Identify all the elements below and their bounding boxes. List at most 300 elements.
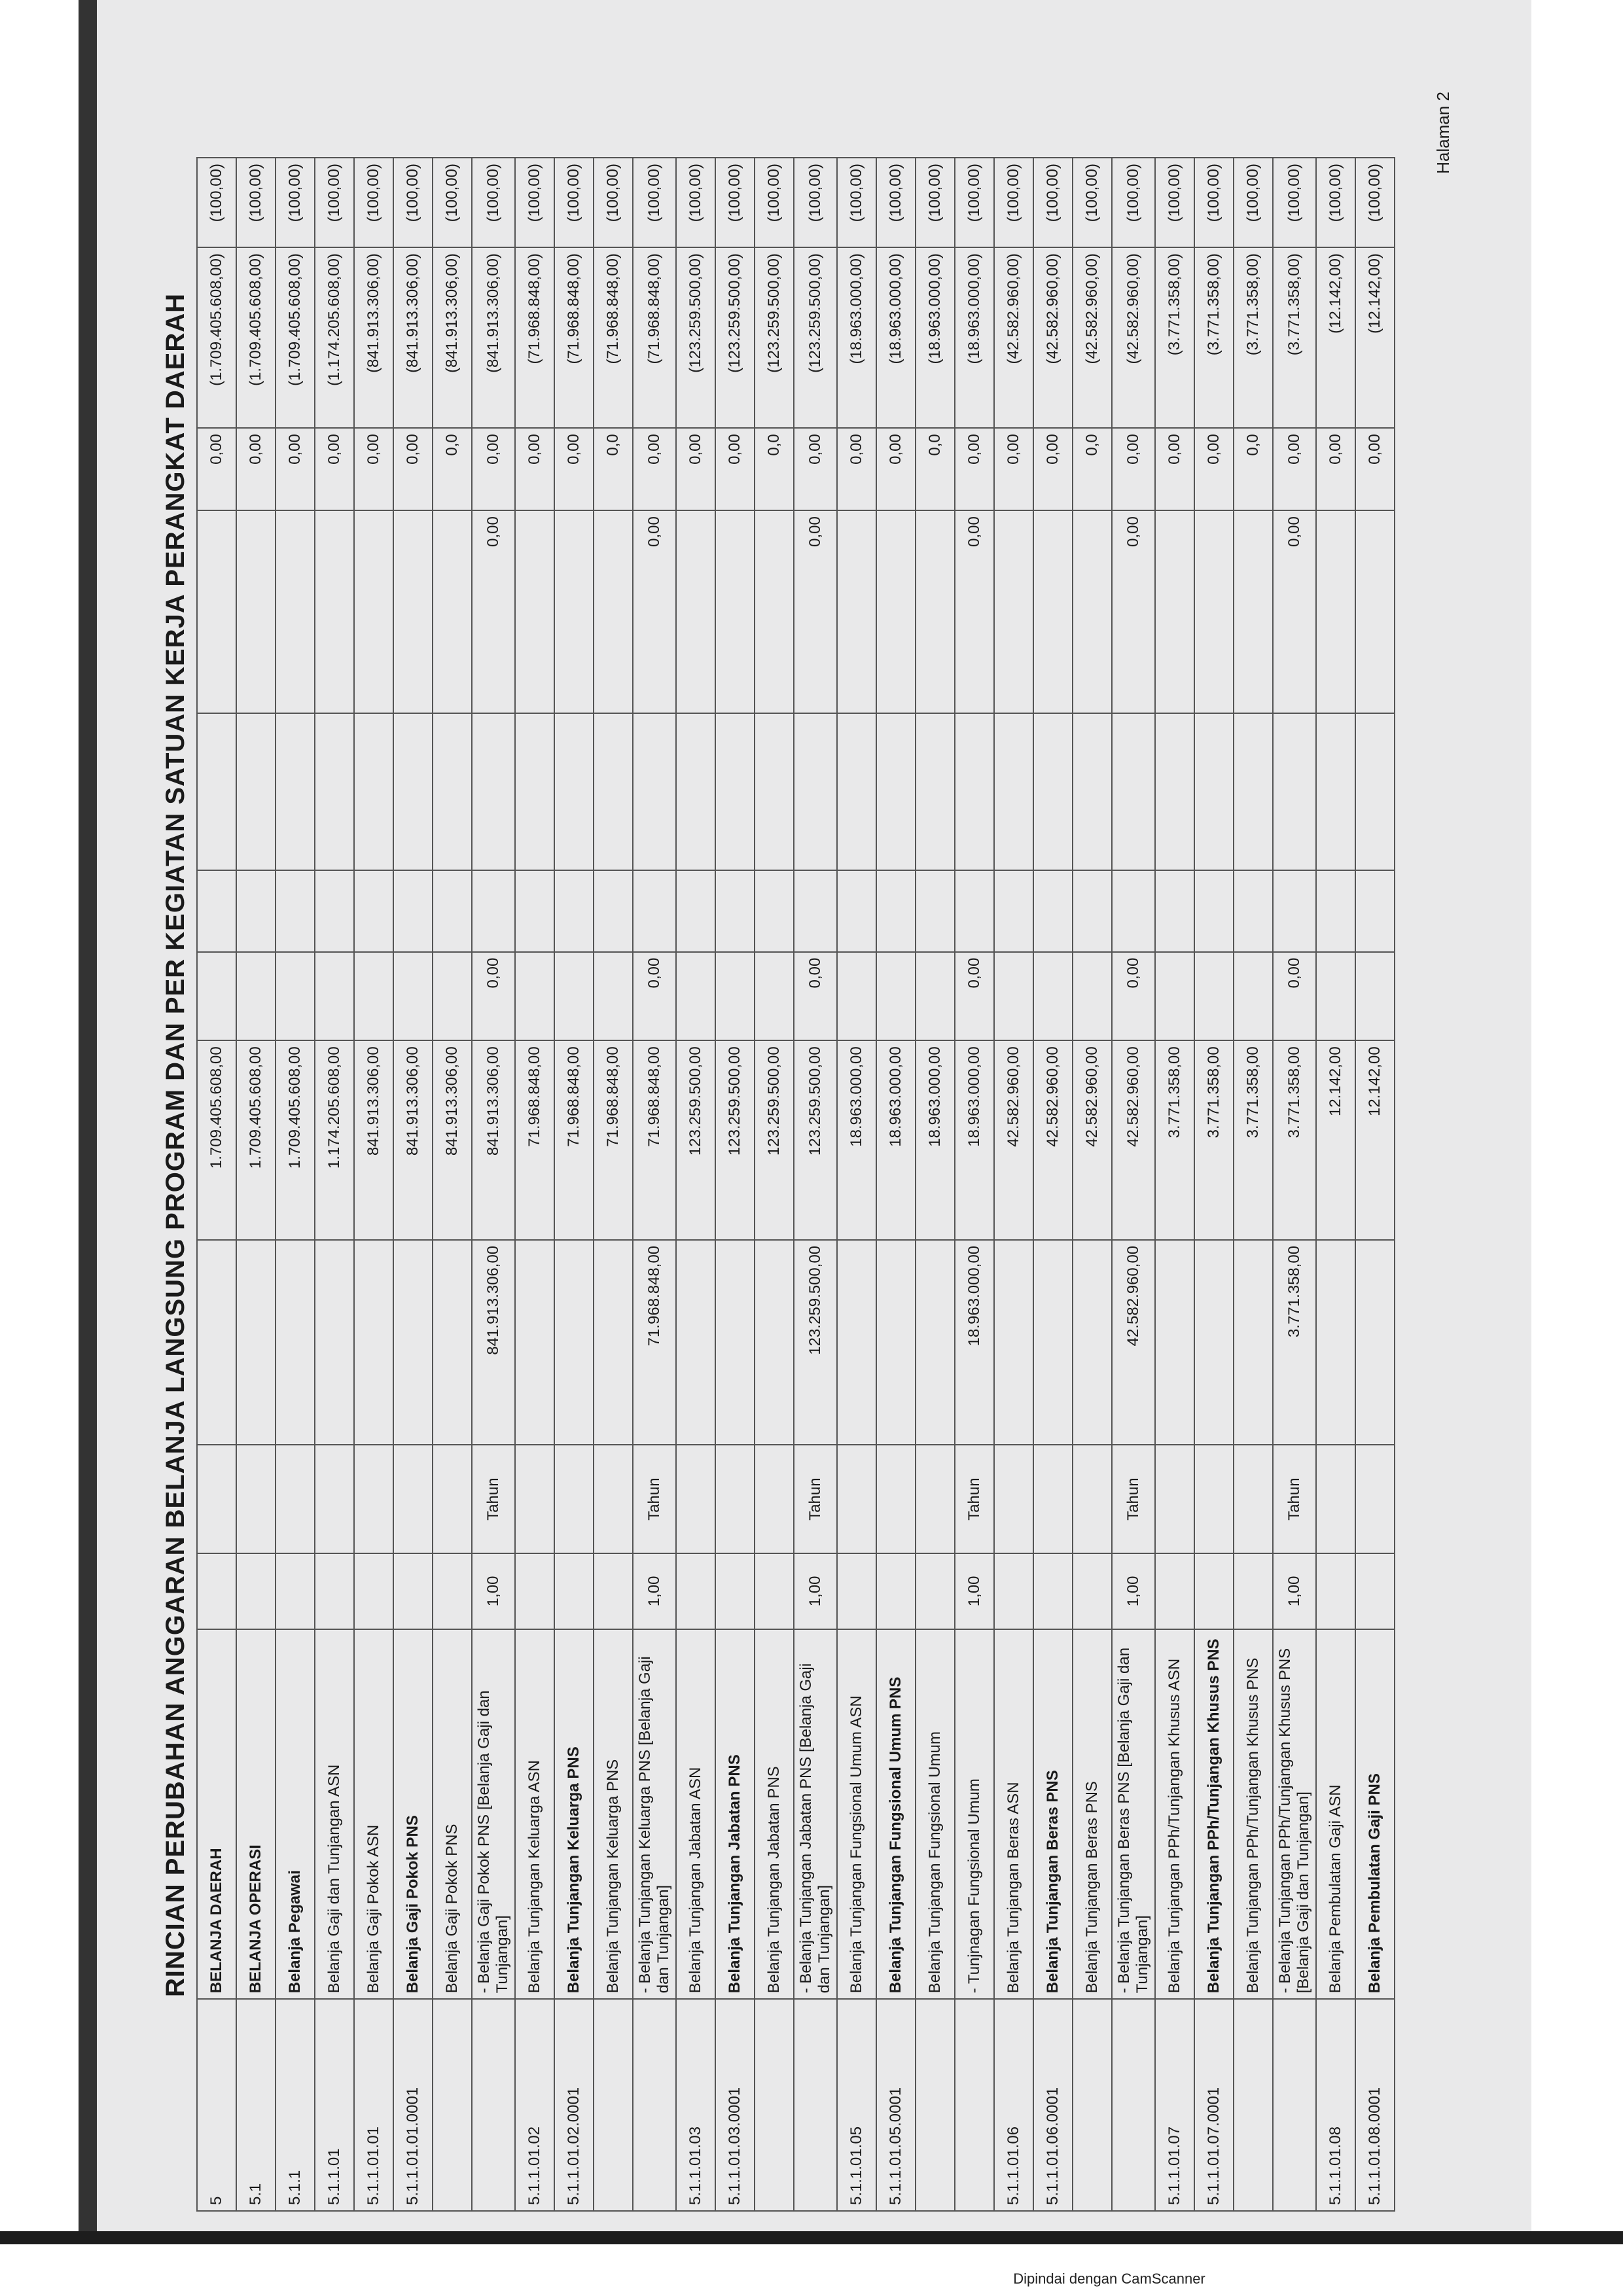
cell-satuan [1155,1445,1194,1553]
cell-uraian: Belanja Tunjangan Keluarga ASN [515,1629,554,1999]
cell-vol [354,1553,393,1629]
cell-e4 [594,510,633,713]
cell-e3 [955,713,994,870]
cell-selisih: (123.259.500,00) [715,247,755,428]
cell-vol [676,1553,715,1629]
cell-e1 [236,952,276,1041]
cell-uraian: BELANJA DAERAH [197,1629,236,1999]
cell-jumlah: 42.582.960,00 [994,1040,1033,1240]
cell-kode [1273,1999,1316,2211]
cell-jumlah: 1.709.405.608,00 [276,1040,315,1240]
cell-bertambah: 0,00 [715,428,755,510]
cell-satuan [837,1445,876,1553]
cell-e2 [1112,870,1155,951]
cell-selisih: (18.963.000,00) [955,247,994,428]
cell-selisih: (1.709.405.608,00) [197,247,236,428]
cell-e1 [393,952,433,1041]
cell-kode: 5.1 [236,1999,276,2211]
cell-satuan [715,1445,755,1553]
cell-bertambah: 0,00 [1194,428,1234,510]
cell-kode [594,1999,633,2211]
cell-e1: 0,00 [633,952,676,1041]
cell-selisih: (1.174.205.608,00) [315,247,354,428]
cell-e4: 0,00 [955,510,994,713]
cell-e3 [1073,713,1112,870]
cell-jumlah: 3.771.358,00 [1234,1040,1273,1240]
cell-e2 [393,870,433,951]
cell-vol [515,1553,554,1629]
cell-uraian: Belanja Pegawai [276,1629,315,1999]
cell-bertambah: 0,00 [472,428,515,510]
cell-e1 [315,952,354,1041]
cell-bertambah: 0,0 [594,428,633,510]
cell-e1 [676,952,715,1041]
cell-e4 [1316,510,1355,713]
cell-vol [755,1553,794,1629]
cell-e1 [276,952,315,1041]
cell-selisih: (841.913.306,00) [472,247,515,428]
cell-vol [1234,1553,1273,1629]
cell-kode: 5.1.1.01.08.0001 [1355,1999,1395,2211]
cell-bertambah: 0,00 [794,428,837,510]
cell-e3 [1355,713,1395,870]
cell-uraian: - Belanja Tunjangan Keluarga PNS [Belanja Gaji dan Tunjangan] [633,1629,676,1999]
cell-persen: (100,00) [472,158,515,247]
cell-e1: 0,00 [472,952,515,1041]
cell-persen: (100,00) [876,158,916,247]
cell-e4 [276,510,315,713]
cell-persen: (100,00) [1355,158,1395,247]
cell-satuan [1194,1445,1234,1553]
cell-uraian: BELANJA OPERASI [236,1629,276,1999]
cell-persen: (100,00) [594,158,633,247]
cell-uraian: Belanja Pembulatan Gaji PNS [1355,1629,1395,1999]
cell-vol: 1,00 [794,1553,837,1629]
cell-e4: 0,00 [794,510,837,713]
cell-selisih: (3.771.358,00) [1234,247,1273,428]
cell-satuan [433,1445,472,1553]
cell-e4: 0,00 [633,510,676,713]
cell-e4 [1033,510,1073,713]
cell-vol [1073,1553,1112,1629]
cell-persen: (100,00) [1234,158,1273,247]
page-number: Halaman 2 [1433,92,1453,174]
cell-harga [1355,1240,1395,1445]
cell-bertambah: 0,00 [515,428,554,510]
cell-bertambah: 0,00 [276,428,315,510]
cell-vol [433,1553,472,1629]
cell-kode [1234,1999,1273,2211]
table-row [433,158,472,2211]
cell-vol [994,1553,1033,1629]
cell-kode: 5.1.1.01.07.0001 [1194,1999,1234,2211]
scanner-watermark: Dipindai dengan CamScanner [1013,2270,1205,2287]
cell-e4 [1355,510,1395,713]
cell-bertambah: 0,0 [1234,428,1273,510]
cell-selisih: (42.582.960,00) [1112,247,1155,428]
cell-satuan [1073,1445,1112,1553]
cell-selisih: (71.968.848,00) [594,247,633,428]
cell-persen: (100,00) [1316,158,1355,247]
cell-selisih: (12.142,00) [1355,247,1395,428]
cell-jumlah: 3.771.358,00 [1194,1040,1234,1240]
cell-e3 [236,713,276,870]
cell-selisih: (42.582.960,00) [1033,247,1073,428]
cell-e2 [433,870,472,951]
table-row [1112,158,1155,2211]
cell-harga: 71.968.848,00 [633,1240,676,1445]
cell-kode: 5.1.1.01.03.0001 [715,1999,755,2211]
cell-harga [236,1240,276,1445]
cell-e4 [755,510,794,713]
cell-e1 [1073,952,1112,1041]
cell-e1 [715,952,755,1041]
cell-uraian: Belanja Tunjangan Keluarga PNS [594,1629,633,1999]
cell-vol: 1,00 [955,1553,994,1629]
cell-e3 [276,713,315,870]
cell-jumlah: 42.582.960,00 [1033,1040,1073,1240]
cell-e1: 0,00 [794,952,837,1041]
cell-kode: 5.1.1.01.05 [837,1999,876,2211]
cell-selisih: (3.771.358,00) [1155,247,1194,428]
cell-uraian: - Tunjnagan Fungsional Umum [955,1629,994,1999]
cell-satuan [1234,1445,1273,1553]
cell-selisih: (841.913.306,00) [433,247,472,428]
cell-vol [594,1553,633,1629]
cell-bertambah: 0,00 [554,428,594,510]
cell-e4 [433,510,472,713]
cell-e4 [236,510,276,713]
cell-e2 [1316,870,1355,951]
cell-jumlah: 3.771.358,00 [1155,1040,1194,1240]
cell-satuan [197,1445,236,1553]
cell-satuan [1355,1445,1395,1553]
cell-selisih: (1.709.405.608,00) [236,247,276,428]
cell-satuan: Tahun [955,1445,994,1553]
cell-jumlah: 841.913.306,00 [393,1040,433,1240]
table-row [1155,158,1194,2211]
cell-e3 [1033,713,1073,870]
cell-satuan: Tahun [1112,1445,1155,1553]
cell-e3 [1316,713,1355,870]
cell-e1 [433,952,472,1041]
cell-bertambah: 0,00 [1112,428,1155,510]
cell-vol: 1,00 [633,1553,676,1629]
cell-bertambah: 0,00 [236,428,276,510]
cell-harga [515,1240,554,1445]
cell-kode: 5.1.1.01.06 [994,1999,1033,2211]
cell-bertambah: 0,00 [1155,428,1194,510]
cell-vol: 1,00 [1112,1553,1155,1629]
cell-jumlah: 12.142,00 [1316,1040,1355,1240]
cell-bertambah: 0,00 [1316,428,1355,510]
cell-harga [1194,1240,1234,1445]
cell-satuan: Tahun [794,1445,837,1553]
cell-persen: (100,00) [554,158,594,247]
cell-e4 [197,510,236,713]
cell-e2 [676,870,715,951]
cell-e4 [715,510,755,713]
cell-harga [1073,1240,1112,1445]
cell-bertambah: 0,00 [354,428,393,510]
cell-harga: 3.771.358,00 [1273,1240,1316,1445]
cell-persen: (100,00) [955,158,994,247]
cell-bertambah: 0,00 [633,428,676,510]
cell-jumlah: 12.142,00 [1355,1040,1395,1240]
table-row [1234,158,1273,2211]
cell-e4 [393,510,433,713]
cell-e2 [1273,870,1316,951]
cell-vol: 1,00 [472,1553,515,1629]
cell-e3 [876,713,916,870]
cell-persen: (100,00) [1112,158,1155,247]
cell-e1 [1316,952,1355,1041]
cell-jumlah: 18.963.000,00 [837,1040,876,1240]
cell-uraian: Belanja Gaji Pokok ASN [354,1629,393,1999]
cell-persen: (100,00) [916,158,955,247]
cell-e1 [554,952,594,1041]
cell-selisih: (18.963.000,00) [837,247,876,428]
cell-e1 [197,952,236,1041]
cell-e3 [794,713,837,870]
cell-e3 [515,713,554,870]
table-row [354,158,393,2211]
cell-satuan: Tahun [472,1445,515,1553]
cell-vol [1155,1553,1194,1629]
cell-e2 [794,870,837,951]
cell-selisih: (71.968.848,00) [554,247,594,428]
cell-e2 [197,870,236,951]
cell-uraian: Belanja Tunjangan Fungsional Umum PNS [876,1629,916,1999]
cell-e3 [594,713,633,870]
cell-persen: (100,00) [1155,158,1194,247]
table-row [676,158,715,2211]
cell-satuan [276,1445,315,1553]
cell-e3 [315,713,354,870]
cell-e3 [197,713,236,870]
cell-jumlah: 71.968.848,00 [554,1040,594,1240]
cell-vol [1033,1553,1073,1629]
cell-e4 [676,510,715,713]
cell-e1 [1033,952,1073,1041]
cell-e2 [837,870,876,951]
cell-e2 [1073,870,1112,951]
cell-satuan [554,1445,594,1553]
cell-e1 [1234,952,1273,1041]
cell-kode: 5.1.1 [276,1999,315,2211]
cell-vol [1355,1553,1395,1629]
cell-uraian: Belanja Tunjangan Jabatan PNS [715,1629,755,1999]
table-row [276,158,315,2211]
cell-uraian: - Belanja Gaji Pokok PNS [Belanja Gaji dan Tunjangan] [472,1629,515,1999]
scan-left-edge [79,0,97,2231]
cell-selisih: (841.913.306,00) [393,247,433,428]
cell-satuan [354,1445,393,1553]
cell-e4 [1234,510,1273,713]
cell-satuan: Tahun [1273,1445,1316,1553]
cell-persen: (100,00) [315,158,354,247]
cell-persen: (100,00) [354,158,393,247]
cell-satuan [1316,1445,1355,1553]
cell-e1 [515,952,554,1041]
cell-kode: 5.1.1.01.06.0001 [1033,1999,1073,2211]
cell-e4: 0,00 [1112,510,1155,713]
cell-e1: 0,00 [1273,952,1316,1041]
cell-satuan [1033,1445,1073,1553]
cell-bertambah: 0,00 [1033,428,1073,510]
cell-satuan [876,1445,916,1553]
cell-e2 [1155,870,1194,951]
cell-uraian: - Belanja Tunjangan Beras PNS [Belanja Gaji dan Tunjangan] [1112,1629,1155,1999]
cell-e2 [916,870,955,951]
cell-selisih: (123.259.500,00) [794,247,837,428]
cell-harga [393,1240,433,1445]
cell-e2 [1234,870,1273,951]
cell-e3 [1273,713,1316,870]
cell-jumlah: 123.259.500,00 [676,1040,715,1240]
cell-selisih: (42.582.960,00) [994,247,1033,428]
cell-persen: (100,00) [1194,158,1234,247]
cell-e3 [633,713,676,870]
cell-e4 [554,510,594,713]
cell-e2 [876,870,916,951]
cell-bertambah: 0,00 [994,428,1033,510]
cell-uraian: Belanja Tunjangan Beras PNS [1073,1629,1112,1999]
cell-kode [433,1999,472,2211]
cell-harga [715,1240,755,1445]
cell-e2 [1194,870,1234,951]
table-row [994,158,1033,2211]
cell-uraian: Belanja Tunjangan PPh/Tunjangan Khusus PNS [1194,1629,1234,1999]
cell-harga [1155,1240,1194,1445]
cell-e3 [1194,713,1234,870]
cell-uraian: Belanja Gaji Pokok PNS [393,1629,433,1999]
cell-satuan [594,1445,633,1553]
cell-e4 [1155,510,1194,713]
cell-persen: (100,00) [633,158,676,247]
cell-e1 [1155,952,1194,1041]
cell-satuan [676,1445,715,1553]
cell-kode: 5.1.1.01.02.0001 [554,1999,594,2211]
cell-harga [676,1240,715,1445]
cell-jumlah: 42.582.960,00 [1112,1040,1155,1240]
cell-kode [472,1999,515,2211]
scan-bottom-edge [0,2231,1623,2244]
cell-e3 [916,713,955,870]
cell-bertambah: 0,00 [393,428,433,510]
cell-harga [315,1240,354,1445]
cell-e1 [354,952,393,1041]
cell-uraian: Belanja Tunjangan Keluarga PNS [554,1629,594,1999]
cell-e2 [472,870,515,951]
cell-e2 [554,870,594,951]
cell-vol [1194,1553,1234,1629]
cell-vol [315,1553,354,1629]
cell-e2 [755,870,794,951]
cell-vol [715,1553,755,1629]
cell-e1: 0,00 [1112,952,1155,1041]
cell-jumlah: 3.771.358,00 [1273,1040,1316,1240]
cell-e4: 0,00 [472,510,515,713]
cell-persen: (100,00) [1273,158,1316,247]
cell-harga [755,1240,794,1445]
cell-harga [837,1240,876,1445]
cell-e3 [1234,713,1273,870]
cell-uraian: Belanja Tunjangan Fungsional Umum ASN [837,1629,876,1999]
document-title: RINCIAN PERUBAHAN ANGGARAN BELANJA LANGSUNG PROGRAM DAN PER KEGIATAN SATUAN KERJA PERANGKAT DAERAH [161,293,190,1997]
cell-persen: (100,00) [276,158,315,247]
cell-jumlah: 1.174.205.608,00 [315,1040,354,1240]
cell-e3 [715,713,755,870]
cell-e2 [715,870,755,951]
budget-detail-table [196,157,1395,2212]
table-row [197,158,236,2211]
cell-e2 [594,870,633,951]
cell-e3 [354,713,393,870]
cell-jumlah: 18.963.000,00 [955,1040,994,1240]
cell-harga [1033,1240,1073,1445]
cell-harga [994,1240,1033,1445]
cell-jumlah: 123.259.500,00 [755,1040,794,1240]
cell-jumlah: 71.968.848,00 [515,1040,554,1240]
cell-jumlah: 123.259.500,00 [794,1040,837,1240]
cell-persen: (100,00) [715,158,755,247]
cell-persen: (100,00) [393,158,433,247]
table-row [315,158,354,2211]
cell-jumlah: 18.963.000,00 [876,1040,916,1240]
cell-e2 [315,870,354,951]
cell-harga [554,1240,594,1445]
cell-selisih: (123.259.500,00) [676,247,715,428]
cell-vol [554,1553,594,1629]
cell-bertambah: 0,00 [315,428,354,510]
cell-e4 [837,510,876,713]
cell-jumlah: 841.913.306,00 [354,1040,393,1240]
cell-bertambah: 0,00 [876,428,916,510]
cell-satuan [994,1445,1033,1553]
cell-e2 [955,870,994,951]
cell-harga: 841.913.306,00 [472,1240,515,1445]
cell-bertambah: 0,00 [1273,428,1316,510]
cell-persen: (100,00) [1073,158,1112,247]
cell-e1 [1355,952,1395,1041]
cell-kode [794,1999,837,2211]
cell-uraian: Belanja Tunjangan Jabatan ASN [676,1629,715,1999]
table-row [472,158,515,2211]
cell-e4 [354,510,393,713]
cell-bertambah: 0,0 [433,428,472,510]
cell-kode [955,1999,994,2211]
cell-e3 [554,713,594,870]
cell-kode [916,1999,955,2211]
cell-e1: 0,00 [955,952,994,1041]
cell-harga [197,1240,236,1445]
cell-e1 [755,952,794,1041]
cell-satuan [916,1445,955,1553]
cell-e1 [837,952,876,1041]
cell-e4 [876,510,916,713]
cell-persen: (100,00) [197,158,236,247]
cell-kode: 5.1.1.01.03 [676,1999,715,2211]
cell-kode: 5.1.1.01.02 [515,1999,554,2211]
table-row [1316,158,1355,2211]
cell-kode: 5.1.1.01.07 [1155,1999,1194,2211]
cell-jumlah: 841.913.306,00 [472,1040,515,1240]
cell-bertambah: 0,00 [837,428,876,510]
table-row [1355,158,1395,2211]
cell-bertambah: 0,00 [197,428,236,510]
cell-satuan [755,1445,794,1553]
